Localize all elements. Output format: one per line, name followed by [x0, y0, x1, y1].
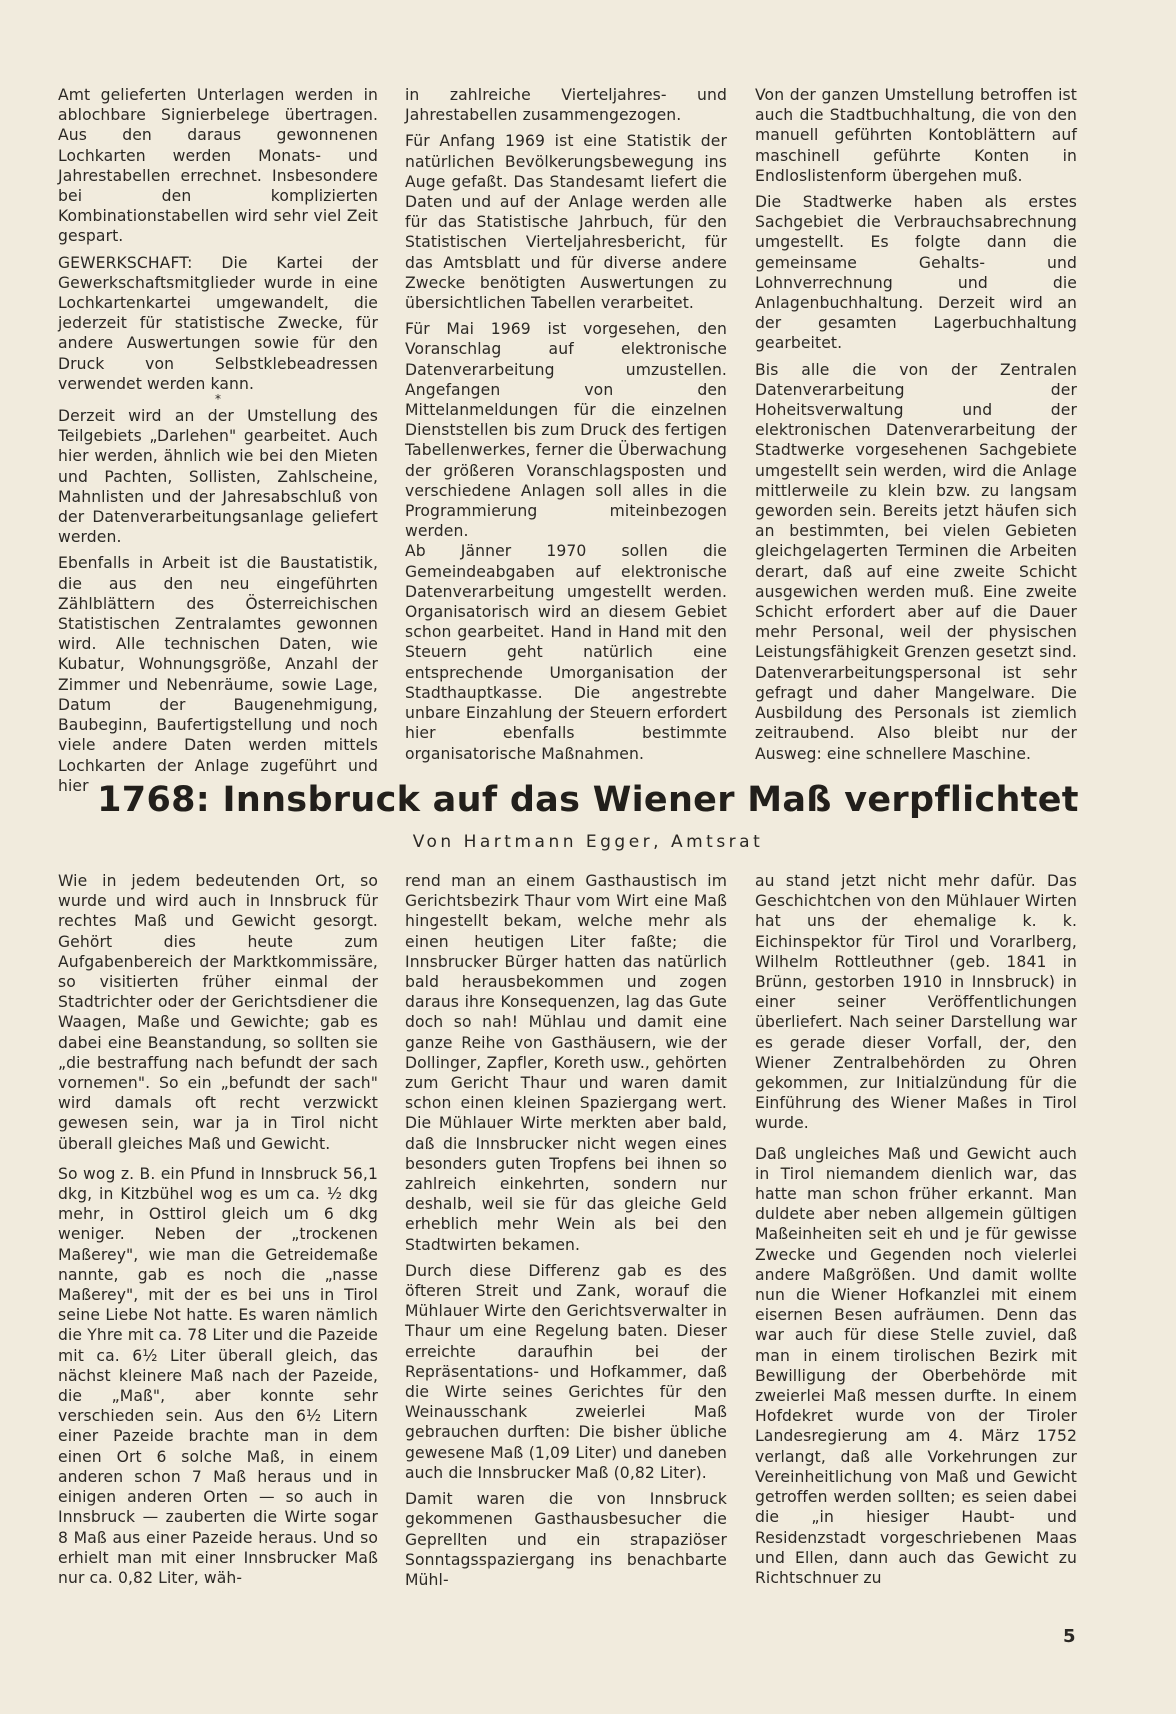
paragraph: Damit waren die von Innsbruck gekommenen Gasthausbesucher die Geprellten und ein strapaziöser Sonntagsspaziergang ins benachbarte Mühl- — [405, 1490, 727, 1589]
section-star: * — [214, 392, 222, 407]
bottom-left-column — [58, 871, 378, 1594]
paragraph: Für Mai 1969 ist vorgesehen, den Voranschlag auf elektronische Datenverarbeitung umzustellen. Angefangen von den Mittelanmeldungen für die einzelnen Dienststellen bis zum Druck des fertigen Tabellenwerkes, ferner die Überwachung der größeren Voranschlagsposten und verschiedene Anlagen soll alles in die Programmierung miteinbezogen werden. — [405, 320, 727, 541]
paragraph: in zahlreiche Vierteljahres- und Jahrestabellen zusammengezogen. — [405, 86, 727, 125]
paragraph: au stand jetzt nicht mehr dafür. Das Geschichtchen von den Mühlauer Wirten hat uns der ehemalige k. k. Eichinspektor für Tirol und Vorarlberg, Wilhelm Rottleuthner (geb. 1841 in Brünn, gestorben 1910 in Innsbruck) in einer seiner Veröffentlichungen überliefert. Nach seiner Darstellung war es gerade dieser Vorfall, der, den Wiener Zentralbehörden zu Ohren gekommen, zur Initialzündung für die Einführung des Wiener Maßes in Tirol wurde. — [755, 872, 1077, 1133]
paragraph: Ebenfalls in Arbeit ist die Baustatistik, die aus den neu eingeführten Zählblättern des Österreichischen Statistischen Zentralamtes gewonnen wird. Alle technischen Daten, wie Kubatur, Wohnungsgröße, Anzahl der Zimmer und Nebenräume, sowie Lage, Datum der Baugenehmigung, Baubeginn, Baufertigstellung und noch viele andere Daten werden mittels Lochkarten der Anlage zugeführt und hier — [58, 554, 378, 795]
paragraph: Bis alle die von der Zentralen Datenverarbeitung der Hoheitsverwaltung und der elektronischen Datenverarbeitung der Stadtwerke vorgesehenen Sachgebiete umgestellt sein werden, wird die Anlage mittlerweile zu klein bzw. zu langsam geworden sein. Bereits jetzt häufen sich an bestimmten, bei vielen Gebieten gleichgelagerten Terminen die Arbeiten derart, daß auf eine zweite Schicht ausgewichen werden muß. Eine zweite Schicht erfordert aber auf die Dauer mehr Personal, weil der physischen Leistungsfähigkeit Grenzen gesetzt sind. Datenverarbeitungspersonal ist sehr gefragt und daher Mangelware. Die Ausbildung des Personals ist ziemlich zeitraubend. Also bleibt nur der Ausweg: eine schnellere Maschine. — [755, 360, 1077, 763]
paragraph: Von der ganzen Umstellung betroffen ist auch die Stadtbuchhaltung, die von den manuell geführten Kontoblättern auf maschinell geführte Konten in Endloslistenform übergehen muß. — [755, 86, 1077, 185]
paragraph: Die Stadtwerke haben als erstes Sachgebiet die Verbrauchsabrechnung umgestellt. Es folgte dann die gemeinsame Gehalts- und Lohnverrechnung und die Anlagenbuchhaltung. Derzeit wird an der gesamten Lagerbuchhaltung gearbeitet. — [755, 193, 1077, 353]
top-middle-column — [405, 85, 727, 770]
paragraph: Für Anfang 1969 ist eine Statistik der natürlichen Bevölkerungsbewegung ins Auge gefaßt. Das Standesamt liefert die Daten und auf der Anlage werden alle für das Statistische Jahrbuch, für den Statistischen Vierteljahresbericht, für das Amtsblatt und für diverse andere Zwecke benötigten Auswertungen zu übersichtlichen Tabellen verarbeitet. — [405, 132, 727, 313]
article-byline: Von Hartmann Egger, Amtsrat — [412, 832, 764, 852]
paragraph: rend man an einem Gasthaustisch im Gerichtsbezirk Thaur vom Wirt eine Maß hingestellt bekam, welche mehr als einen heutigen Liter faßte; die Innsbrucker Bürger hatten das natürlich bald herausbekommen und zogen daraus ihre Konsequenzen, lag das Gute doch so nah! Mühlau und damit eine ganze Reihe von Gasthäusern, wie der Dollinger, Zapfler, Koreth usw., gehörten zum Gericht Thaur und waren damit schon einen kleinen Spaziergang wert. Die Mühlauer Wirte merkten aber bald, daß die Innsbrucker nicht wegen eines besonders guten Tropfens bei ihnen so zahlreich einkehrten, sondern nur deshalb, weil sie für das gleiche Geld erheblich mehr Wein als bei den Stadtwirten bekamen. — [405, 872, 727, 1254]
paragraph: Wie in jedem bedeutenden Ort, so wurde und wird auch in Innsbruck für rechtes Maß und Gewicht gesorgt. Gehört dies heute zum Aufgabenbereich der Marktkommissäre, so visitierten früher einmal der Stadtrichter oder der Gerichtsdiener die Waagen, Maße und Gewichte; gab es dabei eine Beanstandung, so sollten sie „die bestraffung nach befundt der sach vornemen". So ein „befundt der sach" wird damals oft recht verzwickt gewesen sein, war ja in Tirol nicht überall gleiches Maß und Gewicht. — [58, 872, 378, 1153]
article-title: 1768: Innsbruck auf das Wiener Maß verpflichtet — [97, 780, 1079, 820]
page-number: 5 — [1063, 1626, 1076, 1647]
paragraph: Ab Jänner 1970 sollen die Gemeindeabgaben auf elektronische Datenverarbeitung umgestellt werden. Organisatorisch wird an diesem Gebiet schon gearbeitet. Hand in Hand mit den Steuern geht natürlich eine entsprechende Umorganisation der Stadthauptkasse. Die angestrebte unbare Einzahlung der Steuern erfordert hier ebenfalls bestimmte organisatorische Maßnahmen. — [405, 542, 727, 763]
bottom-middle-column — [405, 871, 727, 1596]
paragraph: Derzeit wird an der Umstellung des Teilgebiets „Darlehen" gearbeitet. Auch hier werden, ähnlich wie bei den Mieten und Pachten, Sollisten, Zahlscheine, Mahnlisten und der Jahresabschluß von der Datenverarbeitungsanlage geliefert werden. — [58, 407, 378, 547]
paragraph: So wog z. B. ein Pfund in Innsbruck 56,1 dkg, in Kitzbühel wog es um ca. ½ dkg mehr, in Osttirol gleich um 6 dkg weniger. Neben der „trockenen Maßerey", wie man die Getreidemaße nannte, gab es noch die „nasse Maßerey", mit der es bei uns in Tirol seine Liebe Not hatte. Es waren nämlich die Yhre mit ca. 78 Liter und die Pazeide mit ca. 6½ Liter überall gleich, das nächst kleinere Maß nach der Pazeide, die „Maß", aber konnte sehr verschieden sein. Aus den 6½ Litern einer Pazeide brachte man in dem einen Ort 6 solche Maß, in einem anderen schon 7 Maß heraus und in einigen anderen Orten — so auch in Innsbruck — zauberten die Wirte sogar 8 Maß aus einer Pazeide heraus. Und so erhielt man mit einer Innsbrucker Maß nur ca. 0,82 Liter, wäh- — [58, 1164, 378, 1587]
paragraph: Amt gelieferten Unterlagen werden in ablochbare Signierbelege übertragen. Aus den daraus gewonnenen Lochkarten werden Monats- und Jahrestabellen errechnet. Insbesondere bei den komplizierten Kombinationstabellen wird sehr viel Zeit gespart. — [58, 86, 378, 246]
bottom-right-column — [755, 871, 1077, 1594]
paragraph: Durch diese Differenz gab es des öfteren Streit und Zank, worauf die Mühlauer Wirte den Gerichtsverwalter in Thaur um eine Regelung baten. Dieser erreichte daraufhin bei der Repräsentations- und Hofkammer, daß die Wirte seines Gerichtes für den Weinausschank zweierlei Maß gebrauchen durften: Die bisher übliche gewesene Maß (1,09 Liter) und daneben auch die Innsbrucker Maß (0,82 Liter). — [405, 1261, 727, 1482]
paragraph: GEWERKSCHAFT: Die Kartei der Gewerkschaftsmitglieder wurde in eine Lochkartenkartei umgewandelt, die jederzeit für statistische Zwecke, für andere Auswertungen sowie für den Druck von Selbstklebeadressen verwendet werden kann. — [58, 253, 378, 393]
paragraph: Daß ungleiches Maß und Gewicht auch in Tirol niemandem dienlich war, das hatte man schon früher erkannt. Man duldete aber neben allgemein gültigen Maßeinheiten seit eh und je für gewisse Zwecke und Gegenden noch vielerlei andere Maßgrößen. Und damit wollte nun die Wiener Hofkanzlei mit einem eisernen Besen aufräumen. Denn das war auch für diese Stelle zuviel, daß man in einem tirolischen Bezirk mit Bewilligung der Oberbehörde mit zweierlei Maß messen durfte. In einem Hofdekret wurde von der Tiroler Landesregierung am 4. März 1752 verlangt, daß alle Vorkehrungen zur Vereinheitlichung von Maß und Gewicht getroffen werden sollten; es seien dabei die „in hiesiger Haubt- und Residenzstadt vorgeschriebenen Maas und Ellen, dann auch das Gewicht zu Richtschnuer zu — [755, 1144, 1077, 1587]
top-left-column — [58, 85, 378, 802]
top-right-column — [755, 85, 1077, 770]
